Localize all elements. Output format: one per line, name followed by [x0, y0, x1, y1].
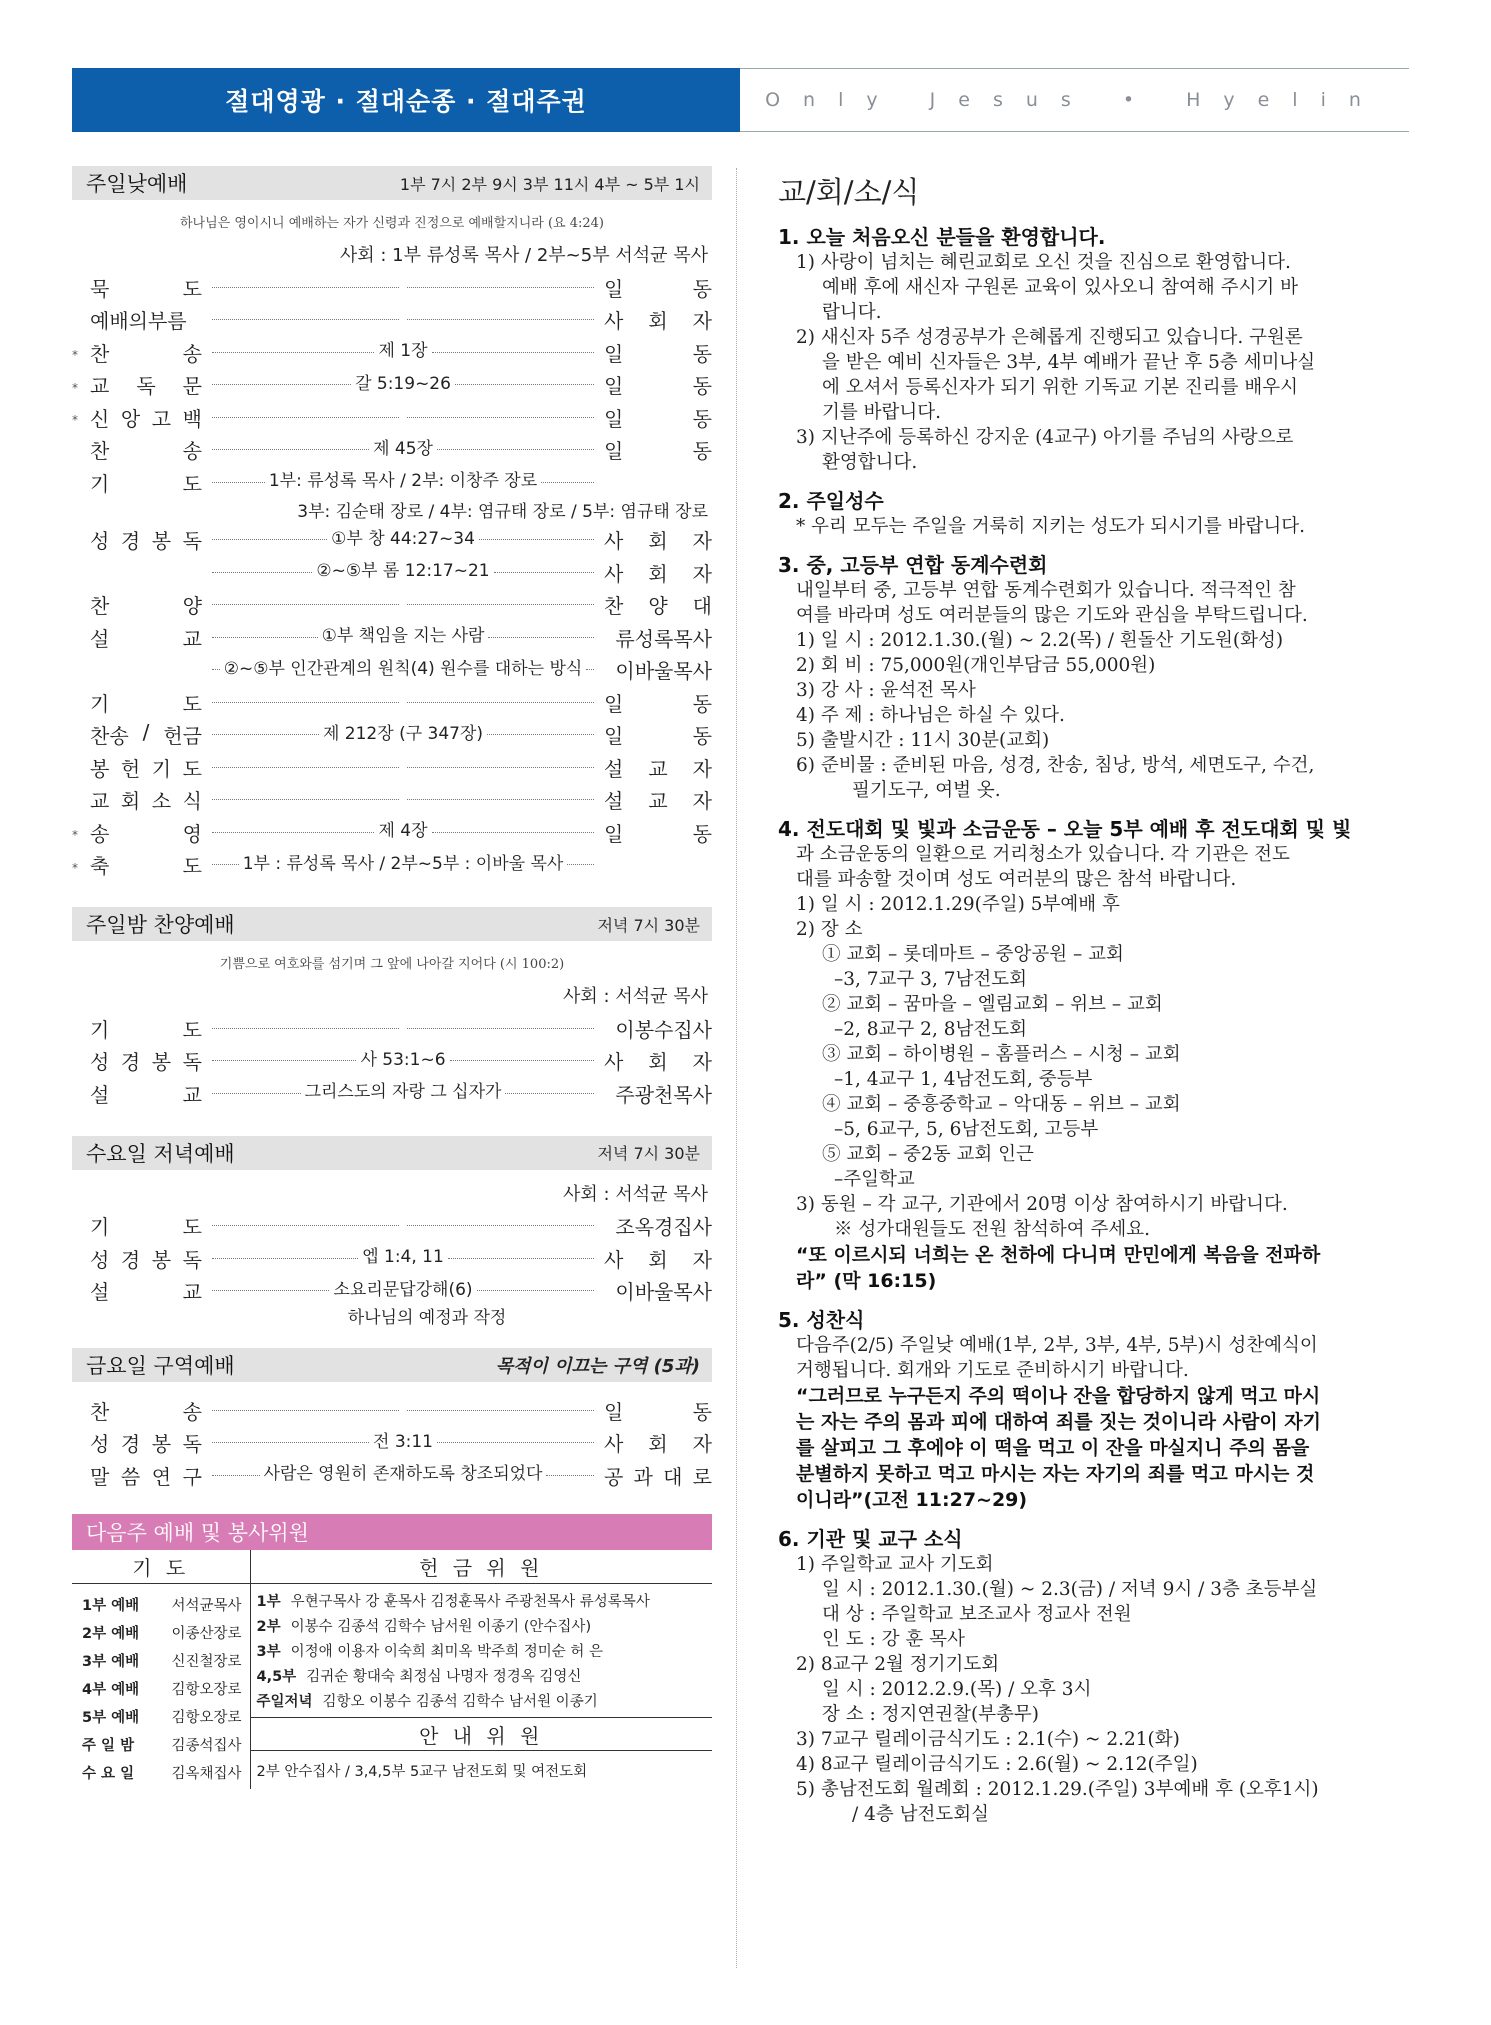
leader-dots [208, 343, 598, 361]
news-line: 내일부터 중, 고등부 연합 동계수련회가 있습니다. 적극적인 참 [796, 580, 1296, 601]
order-row [72, 1242, 712, 1275]
leader-dots [208, 1249, 598, 1267]
order-row [72, 1077, 712, 1110]
leader-dots [208, 702, 598, 703]
order-item-leader: 일 동 [604, 276, 712, 301]
prayer-entry [72, 1618, 250, 1646]
order-item-name: 기 도 [90, 1215, 202, 1240]
prayer-entry [72, 1646, 250, 1674]
offering-members: 김귀순 황대숙 최정심 나명자 정경옥 김영신 [306, 1669, 582, 1685]
prayer-entry [72, 1702, 250, 1730]
service-name: 3부 예배 [82, 1653, 140, 1670]
prayer-entry [72, 1730, 250, 1758]
offering-members: 우현구목사 강 훈목사 김정훈목사 주광천목사 류성록목사 [290, 1594, 650, 1610]
news-line: 는 자는 주의 몸과 피에 대하여 죄를 짓는 것이니라 사람이 자기 [796, 1411, 1321, 1433]
order-item-leader: 일 동 [604, 374, 712, 399]
order-item-leader: 사 회 자 [604, 309, 712, 334]
order-list [72, 1394, 712, 1492]
news-line: –1, 4교구 1, 4남전도회, 중등부 [834, 1069, 1093, 1090]
order-item-name: 묵 도 [90, 276, 202, 301]
order-item-name: 축 도 [90, 854, 202, 879]
leader-dots [208, 1431, 598, 1452]
order-row [72, 271, 712, 304]
news-line: 대를 파송할 것이며 성도 여러분의 많은 참석 바랍니다. [796, 869, 1237, 890]
order-item-detail: ①부 책임을 지는 사람 [321, 626, 485, 647]
news-line: 2) 장 소 [796, 919, 863, 940]
order-row [72, 719, 712, 752]
order-item-detail: 소요리문답강해(6) [333, 1279, 473, 1300]
news-list [778, 221, 1398, 1827]
section-title: 금요일 구역예배 [86, 1354, 235, 1378]
leader-dots [208, 823, 598, 841]
news-line: 4) 주 제 : 하나님은 하실 수 있다. [796, 705, 1065, 726]
order-row [72, 434, 712, 467]
order-item-name: 말 씀 연 구 [90, 1464, 202, 1489]
prayer-entry [72, 1758, 250, 1786]
order-row [72, 466, 712, 499]
order-row [72, 304, 712, 337]
order-item-leader: 주광천목사 [615, 1082, 712, 1107]
order-item-name: 교 회 소 식 [90, 789, 202, 814]
section-title: 수요일 저녁예배 [86, 1141, 235, 1166]
header-slogan: Only Jesus • Hyelin [765, 89, 1384, 111]
leader-dots [208, 319, 598, 320]
order-row [72, 1275, 712, 1308]
leader-dots [208, 628, 598, 646]
order-row [72, 556, 712, 589]
order-item-name: 성 경 봉 독 [90, 529, 202, 554]
leader-dots [208, 417, 598, 418]
news-line: 3) 지난주에 등록하신 강지운 (4교구) 아기를 주님의 사랑으로 [796, 427, 1294, 448]
news-line: 일 시 : 2012.2.9.(목) / 오후 3시 [822, 1679, 1092, 1700]
order-item-name: 설 교 [90, 1082, 202, 1107]
prayer-list [72, 1590, 250, 1786]
news-line: ※ 성가대원들도 전원 참석하여 주세요. [834, 1219, 1150, 1240]
leader-dots [208, 1466, 598, 1484]
order-row [72, 401, 712, 434]
order-item-detail: 제 4장 [378, 821, 428, 842]
order-item-leader: 일 동 [604, 724, 712, 749]
prayer-entry [72, 1674, 250, 1702]
order-item-name: 성 경 봉 독 [90, 1247, 202, 1272]
offering-members: 이정애 이용자 이숙희 최미옥 박주희 정미순 허 은 [290, 1644, 604, 1660]
order-item-name: 찬 송 [90, 1399, 202, 1424]
standing-mark: * [72, 348, 78, 362]
order-item-detail: ②~⑤부 롬 12:17~21 [316, 561, 490, 582]
order-item-detail: 사람은 영원히 존재하도록 창조되었다 [263, 1464, 543, 1485]
news-line: 5. 성찬식 [778, 1308, 865, 1332]
service-name: 2부 예배 [82, 1625, 140, 1642]
offering-entry [251, 1688, 713, 1713]
order-row [72, 369, 712, 402]
news-line: 일 시 : 2012.1.30.(월) ~ 2.3(금) / 저녁 9시 / 3층 초등부실 [822, 1579, 1318, 1600]
order-item-name: 찬송 / 헌금 [90, 720, 202, 749]
order-item-leader: 일 동 [604, 1399, 712, 1424]
news-line: 다음주(2/5) 주일낮 예배(1부, 2부, 3부, 4부, 5부)시 성찬예식이 [796, 1335, 1318, 1356]
usher-list: 2부 안수집사 / 3,4,5부 5교구 남전도회 및 여전도회 [256, 1763, 588, 1780]
news-line: 4. 전도대회 및 빛과 소금운동 – 오늘 5부 예배 후 전도대회 및 빛 [778, 817, 1352, 841]
order-item-detail: 제 45장 [373, 438, 433, 459]
worship-column [72, 166, 712, 1789]
order-item-leader: 조옥경집사 [615, 1215, 712, 1240]
news-line: “또 이르시되 너희는 온 천하에 다니며 만민에게 복음을 전파하 [796, 1244, 1321, 1266]
prayer-leader: 김옥채집사 [171, 1765, 242, 1782]
order-item-leader: 사 회 자 [604, 1050, 712, 1075]
news-line: 기를 바랍니다. [822, 402, 941, 423]
leader-dots [208, 723, 598, 744]
news-line: / 4층 남전도회실 [852, 1804, 989, 1825]
order-item-leader: 설 교 자 [604, 756, 712, 781]
leader-dots [208, 438, 598, 459]
order-item-leader: 사 회 자 [604, 561, 712, 586]
bible-verse: 기쁨으로 여호와를 섬기며 그 앞에 나아갈 지어다 (시 100:2) [219, 957, 565, 972]
section-title: 주일밤 찬양예배 [86, 913, 235, 937]
order-row [72, 784, 712, 817]
service-name: 3부 [256, 1644, 281, 1660]
leader-dots [208, 604, 598, 605]
order-item-leader: 일 동 [604, 691, 712, 716]
prayer-entry [72, 1590, 250, 1618]
news-line: 2. 주일성수 [778, 489, 884, 513]
section-time: 저녁 7시 30분 [597, 915, 700, 935]
order-list [72, 1210, 712, 1308]
section-time: 저녁 7시 30분 [597, 1144, 700, 1163]
host-line: 사회 : 서석균 목사 [563, 986, 708, 1007]
order-row [72, 1394, 712, 1427]
section-header [72, 166, 712, 200]
order-item-name: 송 영 [90, 821, 202, 846]
order-item-name: 찬 양 [90, 594, 202, 619]
order-item-detail: 갈 5:19~26 [355, 373, 451, 394]
news-line: “그러므로 누구든지 주의 떡이나 잔을 합당하지 않게 먹고 마시 [796, 1385, 1321, 1407]
news-line: 3) 강 사 : 윤석전 목사 [796, 680, 976, 701]
order-item-detail: ②~⑤부 인간관계의 원칙(4) 원수를 대하는 방식 [223, 658, 583, 679]
news-line: 5) 총남전도회 월례회 : 2012.1.29.(주일) 3부예배 후 (오후1시) [796, 1779, 1319, 1800]
order-item-detail: 엡 1:4, 11 [362, 1247, 444, 1268]
news-line: ② 교회 – 꿈마을 – 엘림교회 – 위브 – 교회 [822, 994, 1163, 1015]
header-motto: 절대영광 · 절대순종 · 절대주권 [72, 68, 740, 132]
order-item-detail: 전 3:11 [373, 1431, 434, 1452]
prayer-continuation: 3부: 김순태 장로 / 4부: 염규태 장로 / 5부: 염규태 장로 [297, 501, 708, 522]
news-line: 예배 후에 새신자 구원론 교육이 있사오니 참여해 주시기 바 [822, 277, 1298, 298]
news-line: 3. 중, 고등부 연합 동계수련회 [778, 553, 1048, 577]
news-line: 3) 7교구 릴레이금식기도 : 2.1(수) ~ 2.21(화) [796, 1729, 1180, 1750]
leader-dots [208, 658, 598, 679]
order-item-name: 찬 송 [90, 341, 202, 366]
order-list [72, 271, 712, 499]
order-row [72, 1012, 712, 1045]
service-name: 2부 [256, 1619, 281, 1635]
service-name: 주일저녁 [256, 1694, 313, 1710]
news-line: 과 소금운동의 일환으로 거리청소가 있습니다. 각 기관은 전도 [796, 844, 1290, 865]
news-line: 1) 주일학교 교사 기도회 [796, 1554, 994, 1575]
order-item-detail: 그리스도의 자랑 그 십자가 [304, 1082, 502, 1103]
order-row [72, 816, 712, 849]
order-item-name: 성 경 봉 독 [90, 1050, 202, 1075]
news-line: ⑤ 교회 – 중2동 교회 인근 [822, 1144, 1034, 1165]
order-item-leader: 일 동 [604, 406, 712, 431]
order-row [72, 849, 712, 882]
offering-list [251, 1588, 713, 1713]
leader-dots [208, 853, 598, 874]
section-theme: 목적이 이끄는 구역 (5과) [495, 1356, 700, 1377]
offering-column-header: 헌 금 위 원 [419, 1555, 544, 1580]
news-line: 1. 오늘 처음오신 분들을 환영합니다. [778, 225, 1106, 249]
news-line: 필기도구, 여벌 옷. [852, 780, 1001, 801]
next-week-header: 다음주 예배 및 봉사위원 [72, 1514, 712, 1550]
order-item-detail: ①부 창 44:27~34 [331, 528, 475, 549]
news-line: 이니라”(고전 11:27~29) [796, 1489, 1028, 1511]
order-item-leader: 사 회 자 [604, 1432, 712, 1457]
order-item-leader: 일 동 [604, 439, 712, 464]
news-line: ③ 교회 – 하이병원 – 홈플러스 – 시청 – 교회 [822, 1044, 1181, 1065]
news-title: 교/회/소/식 [778, 175, 920, 209]
order-item-name: 찬 송 [90, 439, 202, 464]
order-row [72, 621, 712, 654]
news-line: 6. 기관 및 교구 소식 [778, 1527, 963, 1551]
order-row [72, 1459, 712, 1492]
order-item-leader: 설 교 자 [604, 789, 712, 814]
bible-verse: 하나님은 영이시니 예배하는 자가 신령과 진정으로 예배할지니라 (요 4:24) [179, 216, 605, 231]
service-name: 1부 예배 [82, 1597, 140, 1614]
leader-dots [208, 1049, 598, 1070]
news-line: 환영합니다. [822, 452, 918, 473]
leader-dots [208, 373, 598, 394]
leader-dots [208, 473, 598, 491]
news-line: 을 받은 예비 신자들은 3부, 4부 예배가 끝난 후 5층 세미나실 [822, 352, 1316, 373]
service-name: 4,5부 [256, 1669, 297, 1685]
order-list [72, 1012, 712, 1110]
order-row [72, 1427, 712, 1460]
order-item-leader: 이바울목사 [615, 659, 712, 684]
order-item-detail: 사 53:1~6 [360, 1049, 446, 1070]
news-line: –3, 7교구 3, 7남전도회 [834, 969, 1027, 990]
news-line: 여를 바라며 성도 여러분들의 많은 기도와 관심을 부탁드립니다. [796, 605, 1308, 626]
news-line: 6) 준비물 : 준비된 마음, 성경, 찬송, 침낭, 방석, 세면도구, 수건, [796, 755, 1315, 776]
order-item-leader: 찬 양 대 [604, 594, 712, 619]
leader-dots [208, 799, 598, 800]
order-row [72, 686, 712, 719]
prayer-leader: 김종석집사 [171, 1737, 242, 1754]
order-item-leader: 일 동 [604, 341, 712, 366]
news-line: 에 오셔서 등록신자가 되기 위한 기독교 기본 진리를 배우시 [822, 377, 1298, 398]
news-line: 1) 사랑이 넘치는 혜린교회로 오신 것을 진심으로 환영합니다. [796, 252, 1291, 273]
section-header [72, 907, 712, 941]
news-line: 1) 일 시 : 2012.1.29(주일) 5부예배 후 [796, 894, 1120, 915]
order-row [72, 524, 712, 557]
offering-entry [251, 1663, 713, 1688]
usher-header: 안 내 위 원 [251, 1717, 713, 1751]
order-item-detail: 제 1장 [378, 341, 428, 362]
order-item-detail: 제 212장 (구 347장) [322, 723, 484, 744]
order-item-name: 기 도 [90, 1017, 202, 1042]
standing-mark: * [72, 828, 78, 842]
next-week-table [72, 1550, 712, 1790]
order-item-name: 신 앙 고 백 [90, 406, 202, 431]
offering-entry [251, 1588, 713, 1613]
news-line: 2) 회 비 : 75,000원(개인부담금 55,000원) [796, 655, 1156, 676]
news-line: * 우리 모두는 주일을 거룩히 지키는 성도가 되시기를 바랍니다. [796, 516, 1305, 537]
news-line: 대 상 : 주일학교 보조교사 정교사 전원 [822, 1604, 1132, 1625]
offering-entry [251, 1613, 713, 1638]
news-line: 3) 동원 – 각 교구, 기관에서 20명 이상 참여하시기 바랍니다. [796, 1194, 1288, 1215]
order-item-detail: 1부: 류성록 목사 / 2부: 이창주 장로 [268, 471, 538, 492]
offering-members: 김항오 이봉수 김종석 김학수 남서원 이종기 [322, 1694, 598, 1710]
news-line: 분별하지 못하고 먹고 마시는 자는 자기의 죄를 먹고 마시는 것 [796, 1463, 1315, 1485]
leader-dots [208, 1028, 598, 1029]
column-divider [736, 168, 737, 1968]
section-header [72, 1348, 712, 1382]
order-list [72, 524, 712, 882]
order-item-name: 성 경 봉 독 [90, 1432, 202, 1457]
section-title: 주일낮예배 [86, 172, 188, 196]
news-line: 거행됩니다. 회개와 기도로 준비하시기 바랍니다. [796, 1360, 1189, 1381]
order-row [72, 751, 712, 784]
standing-mark: * [72, 860, 78, 875]
section-header [72, 1136, 712, 1170]
host-line: 사회 : 1부 류성록 목사 / 2부~5부 서석균 목사 [339, 245, 708, 266]
order-item-name: 교 독 문 [90, 374, 202, 399]
host-line: 사회 : 서석균 목사 [563, 1183, 708, 1205]
news-line: 장 소 : 정지연권찰(부총무) [822, 1704, 1040, 1725]
service-name: 1부 [256, 1594, 281, 1610]
order-item-name: 설 교 [90, 1280, 202, 1305]
prayer-leader: 김항오장로 [171, 1709, 242, 1726]
order-item-leader: 이바울목사 [615, 1280, 712, 1305]
news-line: 1) 일 시 : 2012.1.30.(월) ~ 2.2(목) / 흰돌산 기도원(화성) [796, 630, 1284, 651]
order-item-name: 예배의부름 [90, 309, 187, 334]
prayer-leader: 신진철장로 [171, 1653, 242, 1670]
news-line: ④ 교회 – 중흥중학교 – 악대동 – 위브 – 교회 [822, 1094, 1181, 1115]
service-name: 5부 예배 [82, 1709, 140, 1726]
offering-entry [251, 1638, 713, 1663]
offering-members: 이봉수 김종석 김학수 남서원 이종기 (안수집사) [290, 1619, 592, 1635]
news-line: –5, 6교구, 5, 6남전도회, 고등부 [834, 1119, 1099, 1140]
order-row [72, 1210, 712, 1243]
service-name: 주 일 밤 [82, 1737, 135, 1754]
leader-dots [208, 1225, 598, 1226]
standing-mark: * [72, 380, 78, 395]
order-item-leader: 일 동 [604, 821, 712, 846]
order-item-leader: 사 회 자 [604, 529, 712, 554]
leader-dots [208, 528, 598, 549]
service-name: 4부 예배 [82, 1681, 140, 1698]
prayer-leader: 서석균목사 [171, 1597, 242, 1614]
service-name: 수 요 일 [82, 1765, 135, 1782]
leader-dots [208, 1410, 598, 1411]
news-line: 를 살피고 그 후에야 이 떡을 먹고 이 잔을 마실지니 주의 몸을 [796, 1437, 1310, 1459]
order-item-leader: 공 과 대 로 [604, 1464, 712, 1489]
news-line: –주일학교 [834, 1169, 915, 1190]
news-line: 2) 8교구 2월 정기기도회 [796, 1654, 1000, 1675]
order-item-leader: 류성록목사 [615, 626, 712, 651]
news-line: 4) 8교구 릴레이금식기도 : 2.6(월) ~ 2.12(주일) [796, 1754, 1198, 1775]
order-item-leader: 이봉수집사 [615, 1017, 712, 1042]
prayer-leader: 김항오장로 [171, 1681, 242, 1698]
news-line: ① 교회 – 롯데마트 – 중앙공원 – 교회 [822, 944, 1124, 965]
order-item-name: 설 교 [90, 626, 202, 651]
news-line: 5) 출발시간 : 11시 30분(교회) [796, 730, 1050, 751]
news-line: 인 도 : 강 훈 목사 [822, 1629, 965, 1650]
news-line: –2, 8교구 2, 8남전도회 [834, 1019, 1027, 1040]
prayer-leader: 이종산장로 [171, 1625, 242, 1642]
news-line: 라” (막 16:15) [796, 1270, 937, 1292]
order-item-name: 기 도 [90, 691, 202, 716]
order-item-name: 봉 헌 기 도 [90, 756, 202, 781]
order-row [72, 336, 712, 369]
order-item-name: 기 도 [90, 471, 202, 496]
leader-dots [208, 1279, 598, 1300]
order-item-detail: 1부 : 류성록 목사 / 2부~5부 : 이바울 목사 [242, 853, 564, 874]
news-line: 랍니다. [822, 302, 882, 323]
leader-dots [208, 563, 598, 581]
sermon-subtitle: 하나님의 예정과 작정 [347, 1308, 507, 1328]
leader-dots [208, 767, 598, 768]
prayer-column-header: 기 도 [72, 1550, 250, 1584]
standing-mark: * [72, 413, 78, 427]
order-row [72, 1045, 712, 1078]
order-item-leader: 사 회 자 [604, 1247, 712, 1272]
leader-dots [208, 287, 598, 288]
leader-dots [208, 1084, 598, 1102]
section-time: 1부 7시 2부 9시 3부 11시 4부 ~ 5부 1시 [399, 174, 700, 194]
news-line: 2) 새신자 5주 성경공부가 은혜롭게 진행되고 있습니다. 구원론 [796, 327, 1303, 348]
order-row [72, 654, 712, 687]
church-news-column [778, 170, 1398, 1827]
order-row [72, 589, 712, 622]
